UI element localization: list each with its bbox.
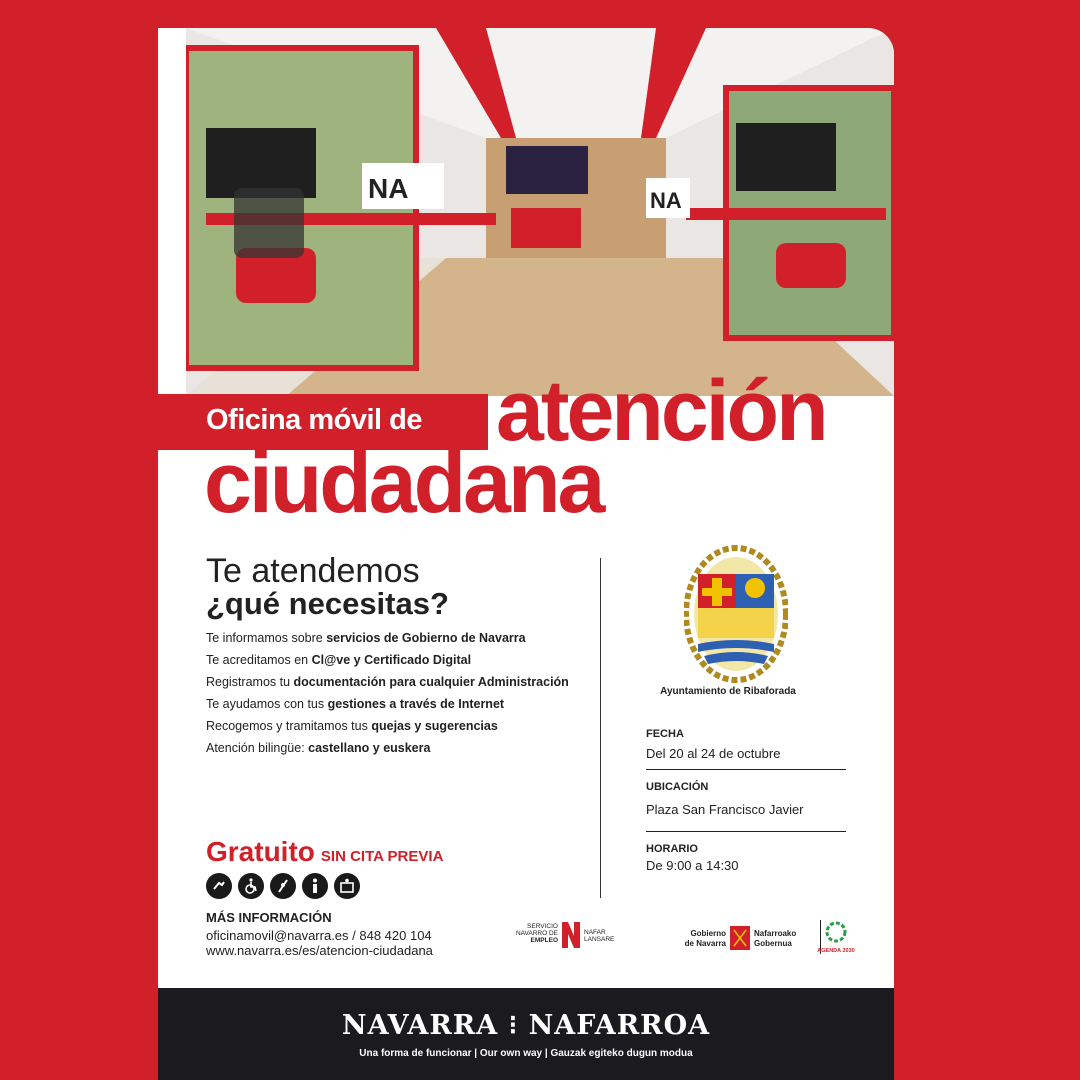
pricing-label: Gratuito <box>206 836 315 867</box>
easy-read-icon <box>334 873 360 899</box>
date-value: Del 20 al 24 de octubre <box>646 746 781 761</box>
footer <box>158 988 894 1080</box>
svg-text:NAVARRO DE: NAVARRO DE <box>515 930 558 937</box>
blind-cane-icon <box>270 873 296 899</box>
service-item: Atención bilingüe: castellano y euskera <box>206 741 431 755</box>
servicio-navarro-empleo-logo <box>508 916 628 958</box>
date-divider <box>646 769 846 770</box>
footer-brand: NAVARRA ⁝ NAFARROA <box>341 1010 711 1041</box>
wheelchair-icon <box>238 873 264 899</box>
svg-text:LANSARE: LANSARE <box>584 936 615 943</box>
na-sign-1: NA <box>368 173 409 204</box>
svg-text:SERVICIO: SERVICIO <box>527 923 558 930</box>
na-sign-2: NA <box>650 188 682 213</box>
lead-line2: ¿qué necesitas? <box>206 586 449 621</box>
hours-value: De 9:00 a 14:30 <box>646 858 739 873</box>
location-label: UBICACIÓN <box>646 781 709 793</box>
vertical-divider <box>600 558 601 898</box>
svg-text:Nafarroako: Nafarroako <box>754 929 797 938</box>
sign-language-icon <box>206 873 232 899</box>
date-label: FECHA <box>646 728 684 740</box>
website-link[interactable]: www.navarra.es/es/atencion-ciudadana <box>206 943 433 958</box>
svg-text:NAFAR: NAFAR <box>584 929 606 936</box>
municipal-crest-icon <box>684 544 788 684</box>
title-small: Oficina móvil de <box>206 404 422 436</box>
contact-email-phone[interactable]: oficinamovil@navarra.es / 848 420 104 <box>206 928 432 943</box>
location-divider <box>646 831 846 832</box>
more-info-heading: MÁS INFORMACIÓN <box>206 910 332 925</box>
services-list <box>206 631 606 763</box>
title-big-line1: atención <box>496 363 826 459</box>
service-item: Te informamos sobre servicios de Gobierno de Navarra <box>206 631 526 645</box>
accessibility-icons <box>206 873 360 899</box>
title-big-line2: ciudadana <box>204 435 603 531</box>
hours-label: HORARIO <box>646 843 698 855</box>
service-item: Te ayudamos con tus gestiones a través de Internet <box>206 697 505 711</box>
service-item: Te acreditamos en Cl@ve y Certificado Digital <box>206 653 472 667</box>
svg-text:AGENDA 2030: AGENDA 2030 <box>817 948 855 954</box>
pricing-note: SIN CITA PREVIA <box>320 848 444 865</box>
poster <box>158 28 894 1080</box>
pricing <box>206 836 443 868</box>
municipality-name: Ayuntamiento de Ribaforada <box>660 686 796 697</box>
footer-tagline: Una forma de funcionar | Our own way | Gauzak egiteko dugun modua <box>359 1048 693 1059</box>
svg-text:EMPLEO: EMPLEO <box>530 937 558 944</box>
person-info-icon <box>302 873 328 899</box>
service-item: Recogemos y tramitamos tus quejas y sugerencias <box>206 719 498 733</box>
lead-line1: Te atendemos <box>206 552 420 590</box>
location-value: Plaza San Francisco Javier <box>646 802 804 817</box>
svg-text:Gobierno: Gobierno <box>690 929 726 938</box>
service-item: Registramos tu documentación para cualquier Administración <box>206 675 569 689</box>
gobierno-navarra-logo <box>664 916 864 958</box>
office-interior-photo <box>186 28 894 396</box>
svg-text:de Navarra: de Navarra <box>684 939 726 948</box>
svg-text:Gobernua: Gobernua <box>754 939 792 948</box>
